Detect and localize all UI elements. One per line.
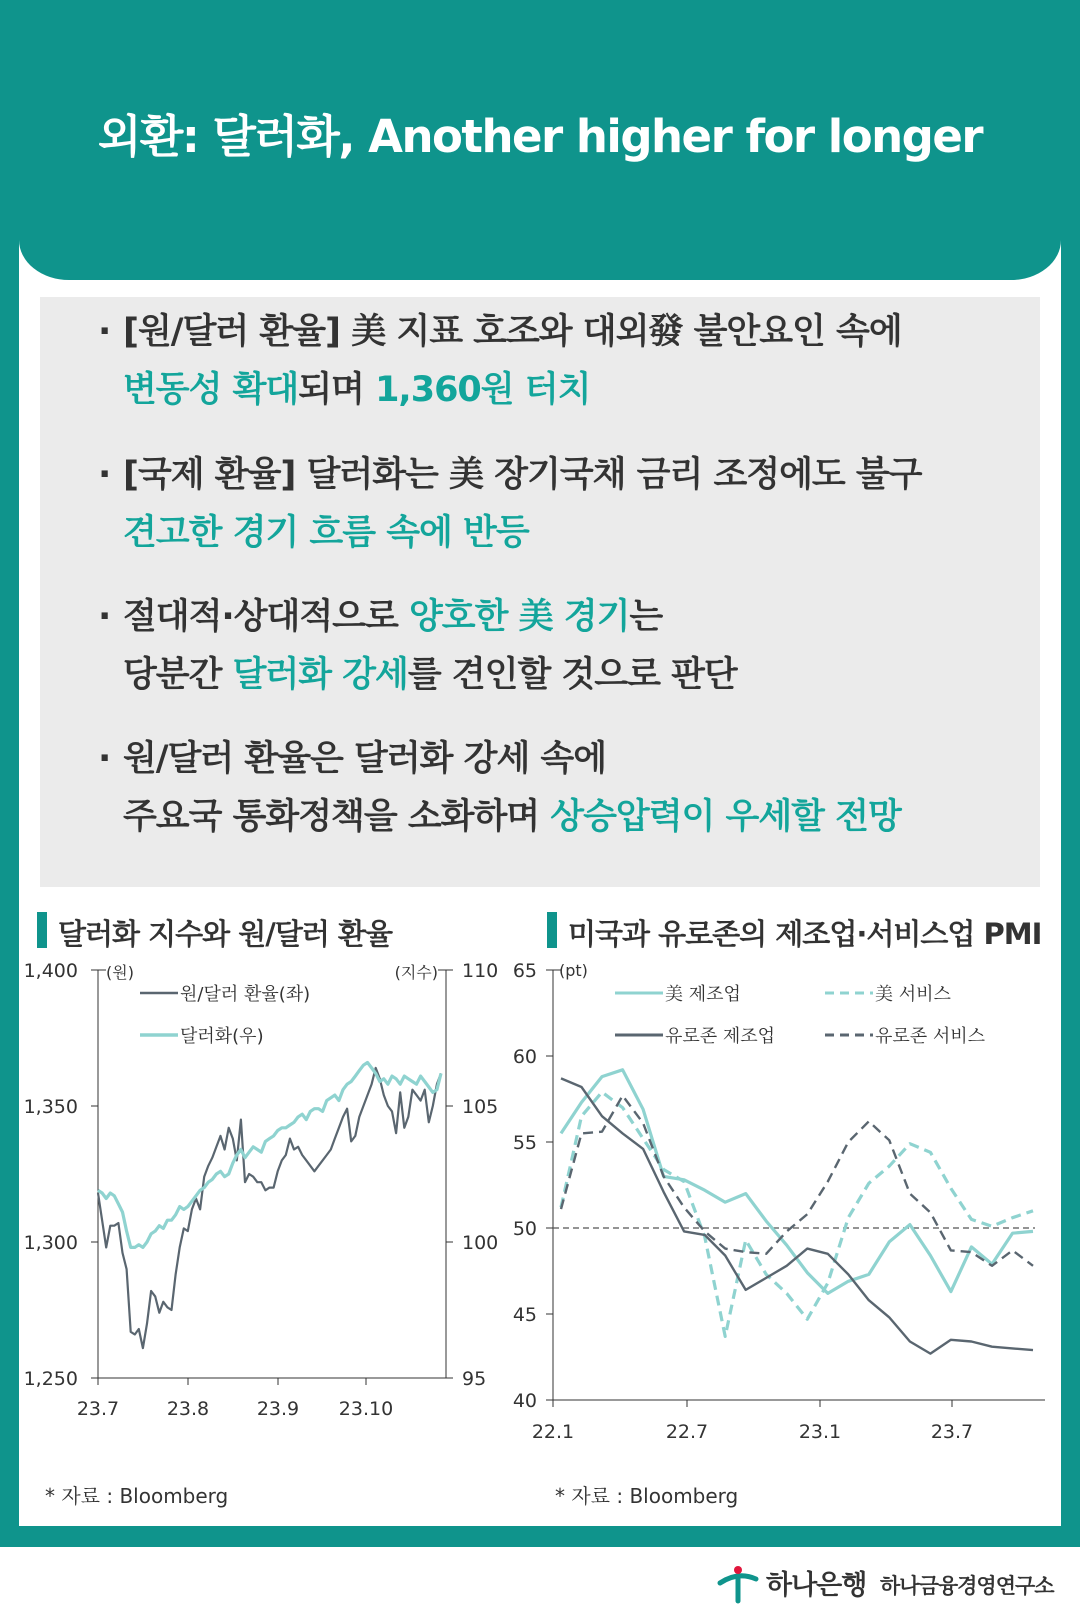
bullet-item (80, 303, 1040, 419)
bullet-item (80, 730, 1040, 846)
right-chart (510, 960, 1080, 1460)
bullet-line (80, 504, 1040, 562)
left-axis-unit: (원) (106, 963, 134, 982)
y-right-tick-label: 95 (462, 1368, 487, 1390)
highlight-text: 변동성 확대 (123, 370, 299, 410)
legend-label: 유로존 제조업 (665, 1026, 776, 1047)
y-right-tick-label: 110 (462, 960, 499, 982)
highlight-text: 견고한 경기 흐름 속에 반등 (123, 513, 529, 553)
highlight-text: 1,360원 터치 (375, 370, 591, 410)
y-tick-label: 50 (512, 1218, 537, 1240)
y-left-tick-label: 1,350 (23, 1096, 78, 1118)
y-tick-label: 40 (512, 1390, 537, 1412)
bullet-text: 되며 (298, 370, 376, 410)
bullet-line (80, 361, 1040, 419)
legend-label: 美 제조업 (665, 984, 741, 1005)
right-axis-unit: (지수) (394, 963, 438, 982)
highlight-text: 상승압력이 우세할 전망 (550, 797, 901, 837)
x-tick-label: 23.10 (338, 1398, 394, 1420)
highlight-text: 양호한 美 경기 (408, 597, 630, 637)
dollar-index-line (98, 1063, 441, 1248)
legend-label: 원/달러 환율(좌) (180, 984, 311, 1005)
krw-usd-line (98, 1068, 441, 1348)
x-tick-label: 23.8 (166, 1398, 210, 1420)
panel-top-curve (19, 240, 1061, 280)
right-chart-title: 미국과 유로존의 제조업·서비스업 PMI (568, 917, 1042, 951)
bullet-text: 는 (629, 597, 663, 637)
left-chart-title: 달러화 지수와 원/달러 환율 (58, 917, 393, 951)
bullet-line (80, 588, 1040, 646)
us-services-line (561, 1092, 1033, 1336)
section-marker-right (547, 912, 557, 948)
y-right-tick-label: 100 (462, 1232, 499, 1254)
left-chart (0, 960, 540, 1460)
hana-logo-icon (716, 1565, 760, 1605)
bullet-text: 당분간 (123, 655, 233, 695)
section-marker-left (37, 912, 47, 948)
page-title: 외환: 달러화, Another higher for longer (97, 110, 983, 163)
x-tick-label: 23.9 (256, 1398, 300, 1420)
bullet-line (80, 303, 1040, 361)
bullet-dot: · (98, 739, 111, 779)
bullet-dot: · (98, 597, 111, 637)
institute-name: 하나금융경영연구소 (880, 1574, 1054, 1598)
x-tick-label: 23.7 (930, 1421, 974, 1443)
x-tick-label: 23.7 (76, 1398, 120, 1420)
bullet-dot: · (98, 312, 111, 352)
legend-label: 美 서비스 (875, 984, 951, 1005)
right-chart-source: * 자료 : Bloomberg (555, 1484, 739, 1508)
bullet-item (80, 588, 1040, 704)
left-chart-source: * 자료 : Bloomberg (45, 1484, 229, 1508)
bullet-text: 절대적·상대적으로 (123, 597, 409, 637)
bullet-line (80, 730, 1040, 788)
highlight-text: 달러화 강세 (232, 655, 408, 695)
bullet-text: [원/달러 환율] 美 지표 호조와 대외發 불안요인 속에 (123, 312, 902, 352)
x-tick-label: 23.1 (798, 1421, 842, 1443)
bullet-line (80, 788, 1040, 846)
y-left-tick-label: 1,400 (23, 960, 78, 982)
bullet-line (80, 646, 1040, 704)
bullet-dot: · (98, 455, 111, 495)
y-tick-label: 65 (512, 960, 537, 982)
y-left-tick-label: 1,300 (23, 1232, 78, 1254)
legend-label: 달러화(우) (180, 1026, 264, 1047)
bullet-text: 를 견인할 것으로 판단 (407, 655, 737, 695)
bullet-text: 주요국 통화정책을 소화하며 (123, 797, 551, 837)
y-tick-label: 60 (512, 1046, 537, 1068)
bullet-text: [국제 환율] 달러화는 美 장기국채 금리 조정에도 불구 (123, 455, 922, 495)
y-left-tick-label: 1,250 (23, 1368, 78, 1390)
y-axis-unit: (pt) (559, 961, 588, 980)
bullet-item (80, 446, 1040, 562)
y-tick-label: 55 (512, 1132, 537, 1154)
us-manufacturing-line (561, 1070, 1033, 1294)
y-tick-label: 45 (512, 1304, 537, 1326)
y-right-tick-label: 105 (462, 1096, 499, 1118)
x-tick-label: 22.7 (665, 1421, 709, 1443)
x-tick-label: 22.1 (531, 1421, 575, 1443)
bullet-line (80, 446, 1040, 504)
bank-name: 하나은행 (766, 1570, 867, 1601)
bullet-text: 원/달러 환율은 달러화 강세 속에 (123, 739, 607, 779)
legend-label: 유로존 서비스 (875, 1026, 986, 1047)
